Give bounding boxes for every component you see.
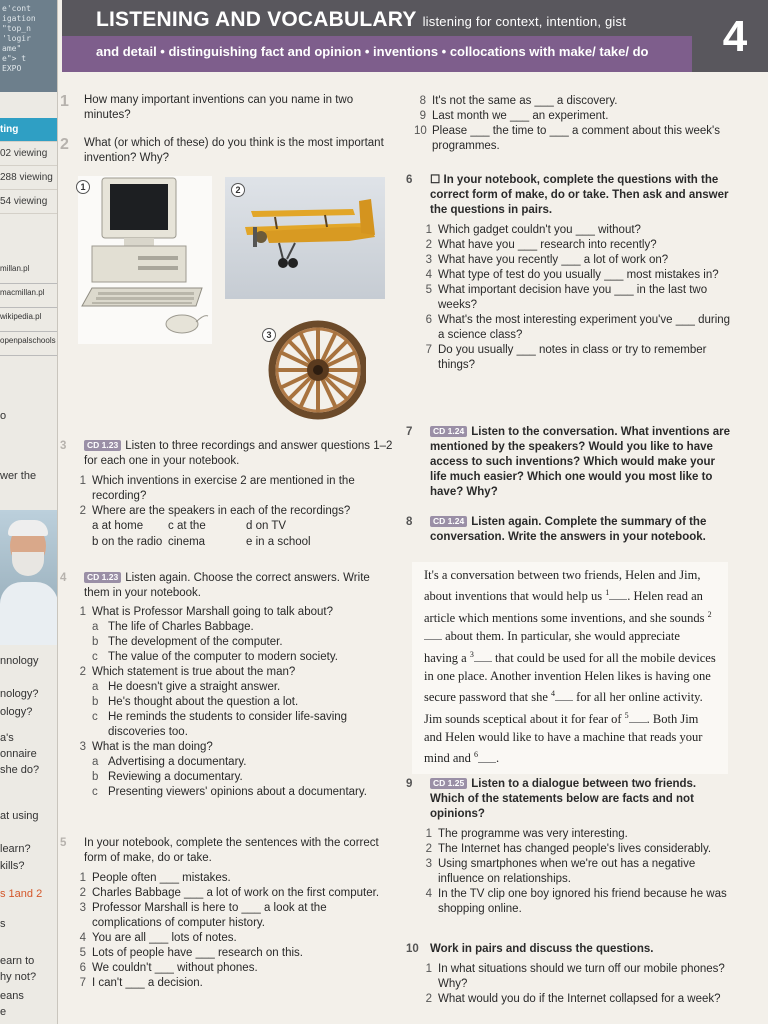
list-item xyxy=(412,124,734,154)
item-number: 4 xyxy=(425,888,432,900)
item-text: People often ___ mistakes. xyxy=(92,872,231,884)
edge-word: at using xyxy=(0,810,39,822)
edge-word: s xyxy=(0,918,6,930)
links-list xyxy=(0,262,58,358)
list-item xyxy=(60,961,394,976)
page-subtitle: and detail • distinguishing fact and opinion • inventions • collocations with make/ take/ do xyxy=(96,44,649,59)
exercise-8: 8 CD 1.24 Listen again. Complete the summary of the conversation. Write the answers in your notebook. xyxy=(406,516,707,543)
item-number: 5 xyxy=(79,947,86,959)
item-number: 4 xyxy=(79,932,86,944)
list-item xyxy=(406,827,732,842)
answer-blank xyxy=(609,589,627,600)
option-letter: a xyxy=(92,621,99,633)
list-item xyxy=(406,343,732,373)
list-item xyxy=(60,901,394,931)
exercise-5: 5 In your notebook, complete the sentences with the correct form of make, do or take. 1 People often ___ mistakes. 2 Charles Babbage ___ a lot of work on the first computer. 3 Professor Marshall is here to ___ a look at the complications of computer history. 4 You are all ___ lots of notes. 5 Lots of people have ___ research on this. 6 We couldn't ___ without phones. 7 I can't ___ a decision. xyxy=(60,836,394,991)
list-item xyxy=(406,238,732,253)
table-row: 02 viewing xyxy=(0,142,58,166)
question-list xyxy=(406,962,732,1007)
list-item xyxy=(406,887,732,917)
edge-word: ology? xyxy=(0,706,33,718)
answer-option xyxy=(60,680,394,695)
answer-option xyxy=(60,650,394,665)
item-text: In the TV clip one boy ignored his friend because he was shopping online. xyxy=(438,888,727,915)
item-text: Do you usually ___ notes in class or try to remember things? xyxy=(438,344,707,371)
item-text: What would you do if the Internet collapsed for a week? xyxy=(438,993,721,1005)
edge-word: learn? xyxy=(0,843,31,855)
list-item xyxy=(406,857,732,887)
item-text: In what situations should we turn off our mobile phones? Why? xyxy=(438,963,725,990)
answer-blank xyxy=(424,629,442,640)
list-item xyxy=(406,842,732,857)
question-text: What is the man doing? xyxy=(92,741,213,753)
item-text: We couldn't ___ without phones. xyxy=(92,962,258,974)
link-item: wikipedia.pl xyxy=(0,310,58,332)
item-text: What type of test do you usually ___ most mistakes in? xyxy=(438,269,719,281)
item-text: It's not the same as ___ a discovery. xyxy=(432,95,618,107)
table-row: 288 viewing xyxy=(0,166,58,190)
option-text: The development of the computer. xyxy=(108,636,283,648)
item-number: 9 xyxy=(419,110,426,122)
question-text: Which statement is true about the man? xyxy=(92,666,296,678)
plane-image xyxy=(225,177,385,299)
edge-word: eans xyxy=(0,990,24,1002)
exercise-4: 4 CD 1.23 Listen again. Choose the correct answers. Write them in your notebook. 1 What is Professor Marshall going to talk about? a The life of Charles Babbage. b The development of the computer. c The value of the computer to modern society. 2 Which statement is true about the man? a He doesn't give a straight answer. b He's thought about the question a lot. c He reminds the students to consider life-saving discoveries too. 3 What is the man doing? a Advertising a documentary. b Reviewing a documentary. c Presenting viewers' opinions about a documentary. xyxy=(60,571,394,800)
item-text: What important decision have you ___ in the last two weeks? xyxy=(438,284,708,311)
item-number: 2 xyxy=(425,993,432,1005)
item-number: 6 xyxy=(425,314,432,326)
unit-number: 4 xyxy=(722,12,748,61)
edge-word: earn to xyxy=(0,955,35,967)
exercise-5-continued xyxy=(412,94,734,154)
item-number: 2 xyxy=(425,239,432,251)
page-title: LISTENING AND VOCABULARY listening for context, intention, gist xyxy=(96,8,627,31)
option-text: Advertising a documentary. xyxy=(108,756,247,768)
option-letter: a xyxy=(92,681,99,693)
edge-word: o xyxy=(0,410,7,422)
code-snippet: e'cont igation "top_n 'logir ame" e"> t EXPO xyxy=(0,0,58,92)
answer-option xyxy=(60,755,394,770)
edge-word: nology? xyxy=(0,688,39,700)
list-item xyxy=(406,283,732,313)
edge-word: a's xyxy=(0,732,14,744)
option-text: The value of the computer to modern society. xyxy=(108,651,338,663)
edge-word: nnology xyxy=(0,655,39,667)
list-item xyxy=(406,268,732,283)
question-item xyxy=(60,740,394,755)
table-row: 54 viewing xyxy=(0,190,58,214)
cd-badge: CD 1.23 xyxy=(84,572,121,583)
page-header xyxy=(62,0,768,72)
exercise-6: 6 ☐ In your notebook, complete the questions with the correct form of make, do or take. Then ask and answer the questions in pairs. 1 Which gadget couldn't you ___ without? 2 What have you ___ research into recently? 3 What have you recently ___ a lot of work on? 4 What type of test do you usually ___ most mistakes in? 5 What important decision have you ___ in the last two weeks? 6 What's the most interesting experiment you've ___ during a science class? 7 Do you usually ___ notes in class or try to remember things? xyxy=(406,174,731,371)
exercise-3: 3 CD 1.23 Listen to three recordings and answer questions 1–2 for each one in your notebook. 1 Which inventions in exercise 2 are mentioned in the recording? 2 Where are the speakers in each of the recordings? a at home c at the d on TV b on the radio cinema e in a school xyxy=(60,440,393,548)
question-item xyxy=(60,605,394,620)
list-item xyxy=(412,94,734,109)
edge-word: hy not? xyxy=(0,971,37,983)
exercise-2: 2 What (or which of these) do you think is the most important invention? Why? xyxy=(60,136,384,164)
exercise-9: 9 CD 1.25 Listen to a dialogue between two friends. Which of the statements below are facts and not opinions? 1 The programme was very interesting. 2 The Internet has changed people's lives considerably. 3 Using smartphones when we're out has a negative influence on relationships. 4 In the TV clip one boy ignored his friend because he was shopping online. xyxy=(406,777,732,917)
item-number: 3 xyxy=(425,254,432,266)
item-number: 4 xyxy=(425,269,432,281)
viewing-table xyxy=(0,118,58,214)
list-item xyxy=(412,109,734,124)
item-text: Last month we ___ an experiment. xyxy=(432,110,609,122)
item-number: 1 xyxy=(425,828,432,840)
answer-blank xyxy=(474,651,492,662)
table-header: ting xyxy=(0,118,58,142)
item-text: Professor Marshall is here to ___ a look at the complications of computer history. xyxy=(92,902,327,929)
question-number: 3 xyxy=(79,741,86,753)
option-text: The life of Charles Babbage. xyxy=(108,621,254,633)
list-item xyxy=(406,962,732,992)
answer-option xyxy=(60,635,394,650)
man-photo xyxy=(0,510,58,645)
answer-blank xyxy=(478,752,496,763)
exercise-1: 1 How many important inventions can you name in two minutes? xyxy=(60,93,354,121)
item-number: 1 xyxy=(425,963,432,975)
answer-blank xyxy=(555,690,573,701)
option-letter: b xyxy=(92,771,99,783)
item-number: 3 xyxy=(79,902,86,914)
image-number-2: 2 xyxy=(231,183,245,197)
list-item xyxy=(60,871,394,886)
answer-option xyxy=(60,770,394,785)
option-letter: b xyxy=(92,696,99,708)
conversation-summary: It's a conversation between two friends, Helen and Jim, about inventions that would help us $^1$ . Helen read an article which mentions some inventions, and she sounds $^2$ about them. In particular, she would appreciate having a $^3$ that could be used for all the mobile devices in one place. Another invention Helen likes is having one secure password that she $^4$ for all her online activity. Jim sounds sceptical about it for fear of $^5$ . Both Jim and Helen would like to have a machine that reads your mind and $^6$ . xyxy=(412,562,728,774)
edge-word: she do? xyxy=(0,764,40,776)
edge-word: wer the xyxy=(0,470,37,482)
item-text: You are all ___ lots of notes. xyxy=(92,932,237,944)
list-item xyxy=(406,253,732,268)
question-list xyxy=(406,223,732,373)
item-number: 7 xyxy=(79,977,86,989)
option-letter: b xyxy=(92,636,99,648)
cd-badge: CD 1.24 xyxy=(430,426,467,437)
option-letter: c xyxy=(92,786,98,798)
item-number: 2 xyxy=(79,887,86,899)
edge-word: s 1and 2 xyxy=(0,888,43,900)
item-text: What's the most interesting experiment you've ___ during a science class? xyxy=(438,314,731,341)
list-item xyxy=(406,313,732,343)
computer-image xyxy=(78,176,212,344)
image-number-3: 3 xyxy=(262,328,276,342)
notebook-icon: ☐ xyxy=(430,174,441,186)
option-letter: c xyxy=(92,711,98,723)
link-item: openpalschools xyxy=(0,334,58,356)
item-number: 1 xyxy=(79,872,86,884)
edge-word: e xyxy=(0,1006,7,1018)
item-text: Charles Babbage ___ a lot of work on the first computer. xyxy=(92,887,380,899)
item-number: 2 xyxy=(425,843,432,855)
item-number: 3 xyxy=(425,858,432,870)
exercise-7: 7 CD 1.24 Listen to the conversation. What inventions are mentioned by the speakers? Would you like to have access to such inventions? Which would make your life much easier? Which one would you most like to have? Why? xyxy=(406,426,730,498)
list-item xyxy=(60,976,394,991)
option-letter: a xyxy=(92,756,99,768)
answer-option xyxy=(60,620,394,635)
item-text: What have you ___ research into recently? xyxy=(438,239,657,251)
item-number: 6 xyxy=(79,962,86,974)
answer-option xyxy=(60,695,394,710)
option-letter: c xyxy=(92,651,98,663)
sentence-list xyxy=(60,871,394,991)
edge-word: kills? xyxy=(0,860,25,872)
previous-page-edge xyxy=(0,0,58,1024)
item-text: Lots of people have ___ research on this. xyxy=(92,947,303,959)
list-item xyxy=(60,886,394,901)
option-text: Reviewing a documentary. xyxy=(108,771,243,783)
item-number: 1 xyxy=(425,224,432,236)
cd-badge: CD 1.24 xyxy=(430,516,467,527)
edge-word: onnaire xyxy=(0,748,37,760)
item-number: 8 xyxy=(419,95,426,107)
item-text: Please ___ the time to ___ a comment about this week's programmes. xyxy=(432,125,720,152)
answer-options: a at home c at the d on TV b on the radio cinema e in a school xyxy=(92,520,311,548)
item-number: 10 xyxy=(414,125,427,137)
question-number: 2 xyxy=(79,666,86,678)
answer-option xyxy=(60,785,394,800)
item-text: Using smartphones when we're out has a negative influence on relationships. xyxy=(438,858,696,885)
option-text: Presenting viewers' opinions about a documentary. xyxy=(108,786,367,798)
title-skills: listening for context, intention, gist xyxy=(422,14,627,29)
item-text: The programme was very interesting. xyxy=(438,828,628,840)
item-number: 5 xyxy=(425,284,432,296)
question-text: What is Professor Marshall going to talk about? xyxy=(92,606,333,618)
image-number-1: 1 xyxy=(76,180,90,194)
item-text: I can't ___ a decision. xyxy=(92,977,203,989)
exercise-10: 10 Work in pairs and discuss the questions. 1 In what situations should we turn off our mobile phones? Why? 2 What would you do if the Internet collapsed for a week? xyxy=(406,942,732,1007)
item-text: What have you recently ___ a lot of work on? xyxy=(438,254,669,266)
question-item xyxy=(60,665,394,680)
wheel-image xyxy=(266,318,366,422)
option-text: He's thought about the question a lot. xyxy=(108,696,299,708)
statement-list xyxy=(406,827,732,917)
item-text: The Internet has changed people's lives considerably. xyxy=(438,843,712,855)
link-item: millan.pl xyxy=(0,262,58,284)
option-text: He reminds the students to consider life-saving discoveries too. xyxy=(108,711,348,738)
link-item: macmillan.pl xyxy=(0,286,58,308)
answer-option xyxy=(60,710,394,740)
question-list xyxy=(60,605,394,800)
cd-badge: CD 1.23 xyxy=(84,440,121,451)
question-number: 1 xyxy=(79,606,86,618)
item-text: Which gadget couldn't you ___ without? xyxy=(438,224,641,236)
sentence-list xyxy=(412,94,734,154)
cd-badge: CD 1.25 xyxy=(430,778,467,789)
list-item xyxy=(406,223,732,238)
list-item xyxy=(60,931,394,946)
list-item xyxy=(406,992,732,1007)
answer-blank xyxy=(629,712,647,723)
item-number: 7 xyxy=(425,344,432,356)
list-item xyxy=(60,946,394,961)
option-text: He doesn't give a straight answer. xyxy=(108,681,281,693)
